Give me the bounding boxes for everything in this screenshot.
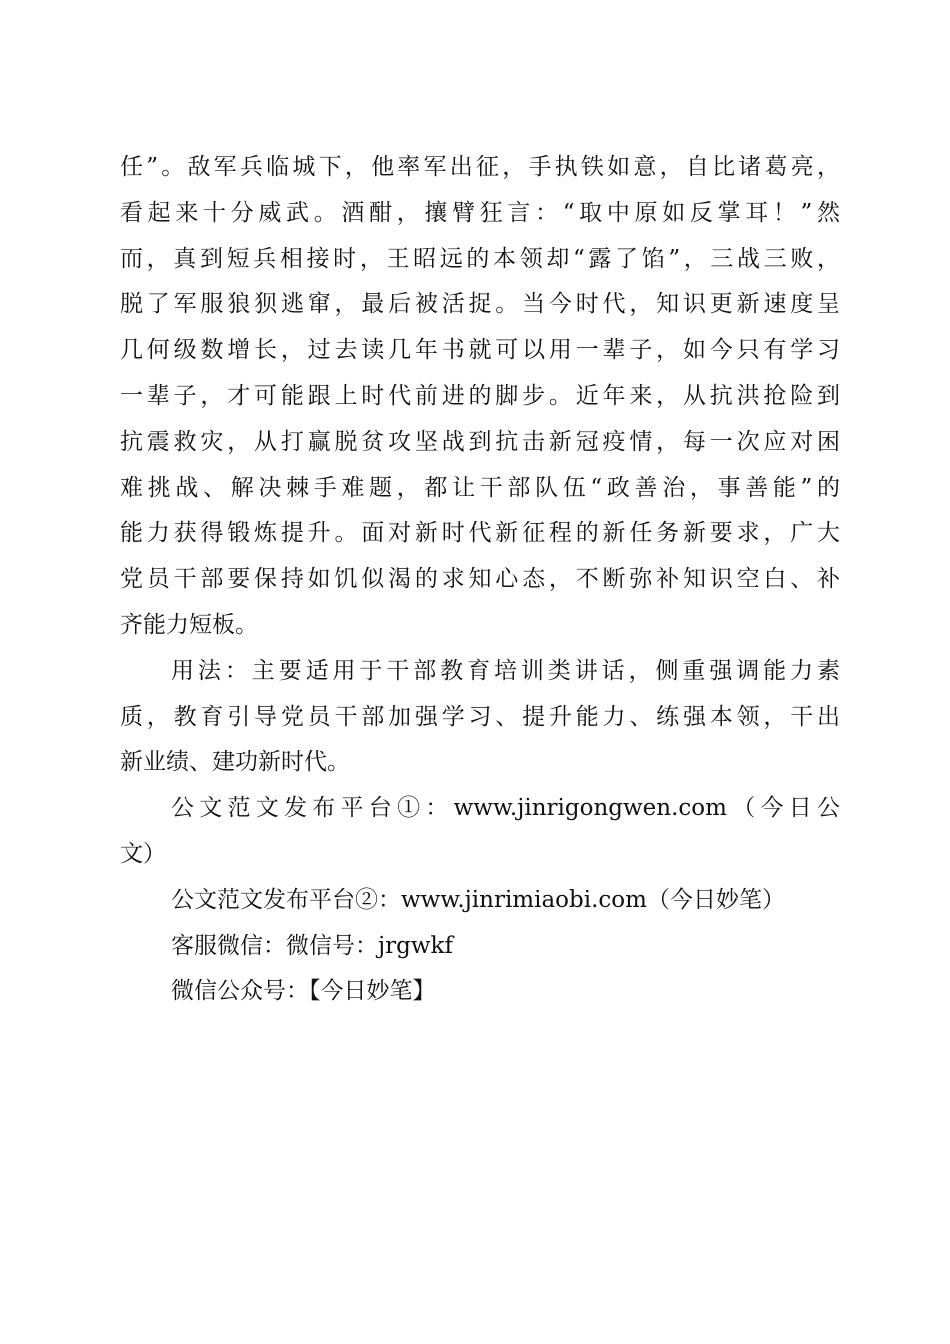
body-line: 齐能力短板。 [120,611,258,638]
body-line: 一辈子，才可能跟上时代前进的脚步。近年来，从抗洪抢险到 [120,382,840,409]
body-line: 能力获得锻炼提升。面对新时代新征程的新任务新要求，广大 [120,520,840,547]
usage-line: 新业绩、建功新时代。 [120,749,350,776]
body-line: 党员干部要保持如饥似渴的求知心态，不断弥补知识空白、补 [120,566,840,593]
platform2-line: 公文范文发布平台②：www.jinrimiaobi.com（今日妙笔） [171,886,785,913]
body-line: 任”。敌军兵临城下，他率军出征，手执铁如意，自比诸葛亮， [120,154,840,180]
wechat-official-line: 微信公众号：【今日妙笔】 [171,978,436,1005]
body-line: 几何级数增长，过去读几年书就可以用一辈子，如今只有学习 [120,337,840,364]
body-line: 而，真到短兵相接时，王昭远的本领却“露了馅”，三战三败， [120,245,840,272]
usage-line: 用法：主要适用于干部教育培训类讲话，侧重强调能力素 [171,657,840,684]
document-content [120,145,840,1015]
body-line: 脱了军服狼狈逃窜，最后被活捉。当今时代，知识更新速度呈 [120,291,840,318]
wechat-service-line: 客服微信：微信号：jrgwkf [171,932,453,959]
body-line: 抗震救灾，从打赢脱贫攻坚战到抗击新冠疫情，每一次应对困 [120,428,840,455]
usage-paragraph [120,649,840,786]
usage-line: 质，教育引导党员干部加强学习、提升能力、练强本领，干出 [120,703,840,730]
footer-info [120,878,840,1015]
body-line: 难挑战、解决棘手难题，都让干部队伍“政善治，事善能”的 [120,474,840,501]
platform1-line: 公文范文发布平台①：www.jinrigongwen.com（今日公 [171,795,840,822]
body-paragraph [120,145,840,649]
platform1-line: 文） [120,840,166,867]
platform1-paragraph [120,786,840,878]
body-line: 看起来十分威武。酒酣，攘臂狂言：“取中原如反掌耳！”然 [120,199,840,226]
